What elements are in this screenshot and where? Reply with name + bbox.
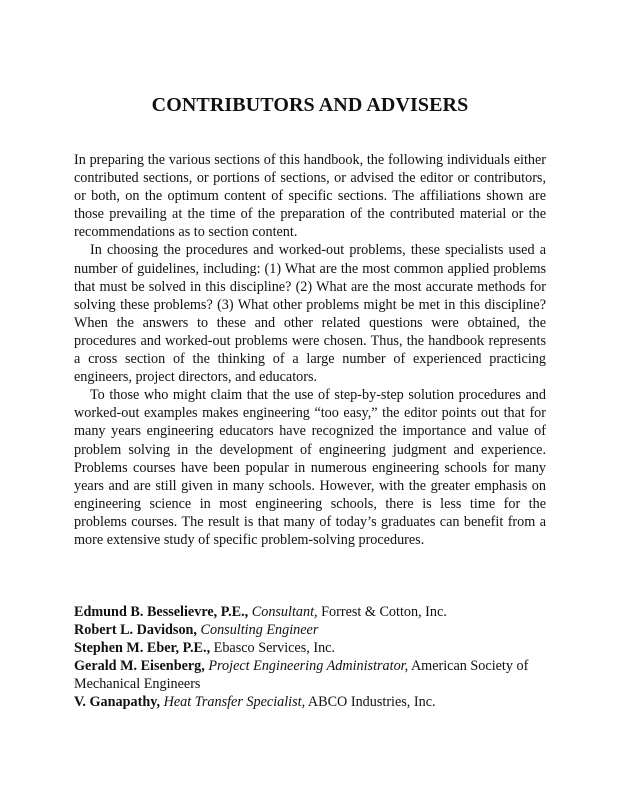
contributor-organization: ABCO Industries, Inc. bbox=[307, 694, 436, 711]
contributor-organization: Ebasco Services, Inc. bbox=[213, 640, 336, 657]
contributor-entry bbox=[74, 639, 546, 657]
contributor-role: Project Engineering Administrator, bbox=[208, 658, 409, 675]
document-page bbox=[74, 0, 546, 800]
contributor-role: Consulting Engineer bbox=[200, 622, 319, 639]
contributors-list bbox=[74, 603, 546, 712]
contributor-entry bbox=[74, 621, 546, 639]
contributor-entry bbox=[74, 657, 546, 693]
contributor-name: V. Ganapathy, bbox=[74, 694, 161, 711]
contributor-name: Robert L. Davidson, bbox=[74, 622, 197, 639]
paragraph-too-easy: To those who might claim that the use of step-by-step solution procedures and worked-out examples makes engineering “too easy,” the editor points out that for many years engineering educators have recognized the importance and value of problem solving in the development of engineering judgment and experience. Problems courses have been popular in numerous engineering schools for many years and are still given in many schools. However, with the greater emphasis on engineering science in most engineering schools, there is less time for the problems courses. The result is that many of today’s graduates can benefit from a more extensive study of specific problem-solving procedures. bbox=[74, 387, 546, 548]
contributor-name: Stephen M. Eber, P.E., bbox=[74, 640, 211, 657]
contributor-organization: American Society of Mechanical Engineers bbox=[74, 658, 529, 693]
contributor-name: Edmund B. Besselievre, P.E., bbox=[74, 604, 249, 620]
contributor-entry bbox=[74, 603, 546, 621]
contributor-role: Heat Transfer Specialist, bbox=[163, 694, 306, 711]
paragraph-guidelines: In choosing the procedures and worked-out problems, these specialists used a number of guidelines, including: (1) What are the most common applied problems that must be solved in this discipline? (2) What are the most accurate methods for solving these problems? (3) What other problems might be met in this discipline? When the answers to these and other related questions were obtained, the procedures and worked-out problems were chosen. Thus, the handbook represents a cross section of the thinking of a large number of experienced practicing engineers, project directors, and educators. bbox=[74, 242, 546, 386]
page-title: CONTRIBUTORS AND ADVISERS bbox=[151, 94, 469, 116]
paragraph-preparing: In preparing the various sections of this handbook, the following individuals either contributed sections, or portions of sections, or advised the editor or contributors, or both, on the optimum content of specific sections. The affiliations shown are those prevailing at the time of the preparation of the contributed material or the recommendations as to section content. bbox=[74, 152, 546, 241]
contributor-entry bbox=[74, 693, 546, 711]
contributor-name: Gerald M. Eisenberg, bbox=[74, 658, 205, 675]
contributor-organization: Forrest & Cotton, Inc. bbox=[321, 604, 447, 620]
contributor-role: Consultant, bbox=[251, 604, 318, 620]
introduction-text bbox=[74, 151, 546, 549]
